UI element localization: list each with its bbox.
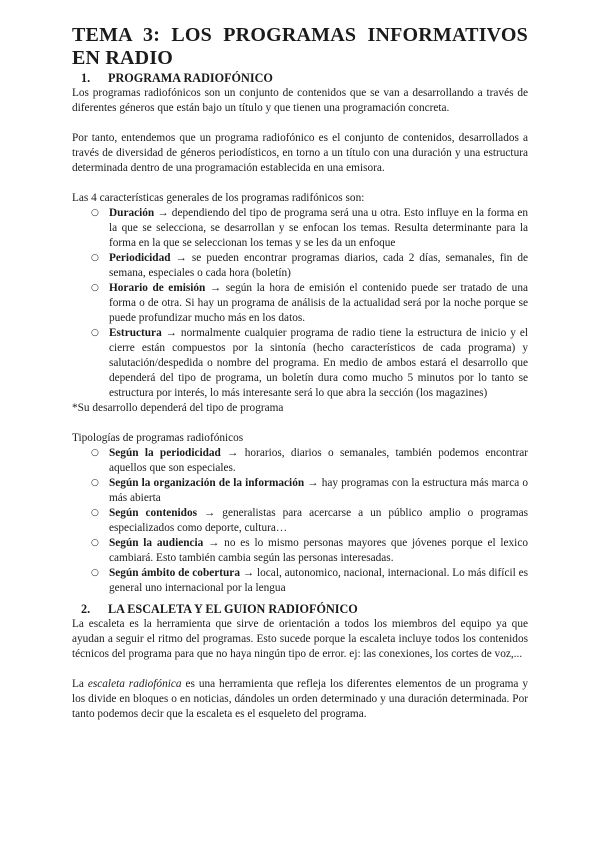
item-text: → según la hora de emisión el contenido puede ser tratado de una forma o de otra. Si hay un programa de análisis de la actualidad será por la noche porque se puede profundizar mucho más en los datos. xyxy=(109,282,528,324)
bullet-icon: ○ xyxy=(91,283,99,293)
section-2-paragraph-2: La escaleta radiofónica es una herramienta que refleja los diferentes elementos de un programa y los divide en bloques o en noticias, dándoles un orden determinado y una duración determinada. Por tanto podemos decir que la escaleta es el esqueleto del programa. xyxy=(72,678,528,720)
item-term: Horario de emisión xyxy=(109,282,206,294)
list-item xyxy=(72,536,528,566)
item-text: → horarios, diarios o semanales, también podemos encontrar aquellos que son especiales. xyxy=(109,447,528,474)
bullet-icon: ○ xyxy=(91,328,99,338)
list-item xyxy=(72,251,528,281)
item-term: Según contenidos xyxy=(109,507,197,519)
list-item xyxy=(72,281,528,326)
characteristics-list xyxy=(72,206,528,401)
item-text: → no es lo mismo personas mayores que jóvenes porque el lexico cambiará. Esto también cambia según las personas interesadas. xyxy=(109,537,528,564)
bullet-icon: ○ xyxy=(91,448,99,458)
characteristics-note: *Su desarrollo dependerá del tipo de programa xyxy=(72,402,284,414)
bullet-icon: ○ xyxy=(91,568,99,578)
item-term: Periodicidad xyxy=(109,252,171,264)
characteristics-intro: Las 4 características generales de los programas radifónicos son: xyxy=(72,192,365,204)
section-1-paragraph-2: Por tanto, entendemos que un programa radiofónico es el conjunto de contenidos, desarrollados a través de diversidad de géneros periodísticos, en torno a un título con una duración y una estructura determinada dentro de una programación establecida en una emisora. xyxy=(72,132,528,174)
item-text: → local, autonomico, nacional, internacional. Lo más difícil es general uno internacional por la lengua xyxy=(109,567,529,594)
list-item xyxy=(72,476,528,506)
section-2-heading xyxy=(72,601,528,617)
section-2-title: LA ESCALETA Y EL GUION RADIOFÓNICO xyxy=(108,602,358,616)
item-term: Según la periodicidad xyxy=(109,447,221,459)
bullet-icon: ○ xyxy=(91,478,99,488)
bullet-icon: ○ xyxy=(91,538,99,548)
item-term: Según la organización de la información xyxy=(109,477,305,489)
list-item xyxy=(72,206,528,251)
typologies-intro: Tipologías de programas radiofónicos xyxy=(72,432,244,444)
list-item xyxy=(72,506,528,536)
item-term: Según la audiencia xyxy=(109,537,204,549)
list-item xyxy=(72,566,528,596)
document-title: TEMA 3: LOS PROGRAMAS INFORMATIVOS EN RADIO xyxy=(72,24,528,69)
section-2-paragraph-1: La escaleta es la herramienta que sirve de orientación a todos los miembros del equipo ya que ayudan a seguir el ritmo del programas. Esto sucede porque la escaleta incluye todos los contenidos técnicos del programa para que no haya ningún tipo de error. ej: las conexiones, los cortes de voz,... xyxy=(72,618,528,660)
item-text: → se pueden encontrar programas diarios, cada 2 días, semanales, fin de semana, especiales o cada hora (boletín) xyxy=(109,252,528,279)
item-text: → hay programas con la estructura más marca o más abierta xyxy=(109,477,528,504)
list-item xyxy=(72,326,528,401)
item-text: → dependiendo del tipo de programa será una u otra. Esto influye en la forma en la que se selecciona, se desarrollan y se enfocan los temas. Resulta determinante para la forma en la que se seleccionan los temas y se les da un enfoque xyxy=(109,207,528,249)
section-2-number: 2. xyxy=(81,602,91,616)
item-term: Según ámbito de cobertura xyxy=(109,567,240,579)
item-text: → normalmente cualquier programa de radio tiene la estructura de inicio y el cierre están compuestos por la sintonía (hecho característicos de cada programa) y salutación/despedida o nombre del programa. En medio de ambos estará el desarrollo que dependerá del tipo de programa, un boletín dura como mucho 5 minutos por lo tanto se estructura por interés, lo más interesante será lo que abra la sección (los magazines) xyxy=(109,327,528,399)
item-term: Estructura xyxy=(109,327,162,339)
list-item xyxy=(72,446,528,476)
item-term: Duración xyxy=(109,207,155,219)
item-text: → generalistas para acercarse a un público amplio o programas especializados como deporte, cultura… xyxy=(109,507,528,534)
section-1-title: PROGRAMA RADIOFÓNICO xyxy=(108,71,273,85)
bullet-icon: ○ xyxy=(91,253,99,263)
typologies-list xyxy=(72,446,528,596)
document-page xyxy=(72,24,528,722)
section-1-paragraph-1: Los programas radiofónicos son un conjunto de contenidos que se van a desarrollando a través de diferentes géneros que están bajo un título y que tienen una programación concreta. xyxy=(72,87,528,114)
section-1-heading xyxy=(72,70,528,86)
section-1-number: 1. xyxy=(81,71,91,85)
bullet-icon: ○ xyxy=(91,508,99,518)
italic-term: escaleta radiofónica xyxy=(87,678,182,690)
bullet-icon: ○ xyxy=(91,208,99,218)
